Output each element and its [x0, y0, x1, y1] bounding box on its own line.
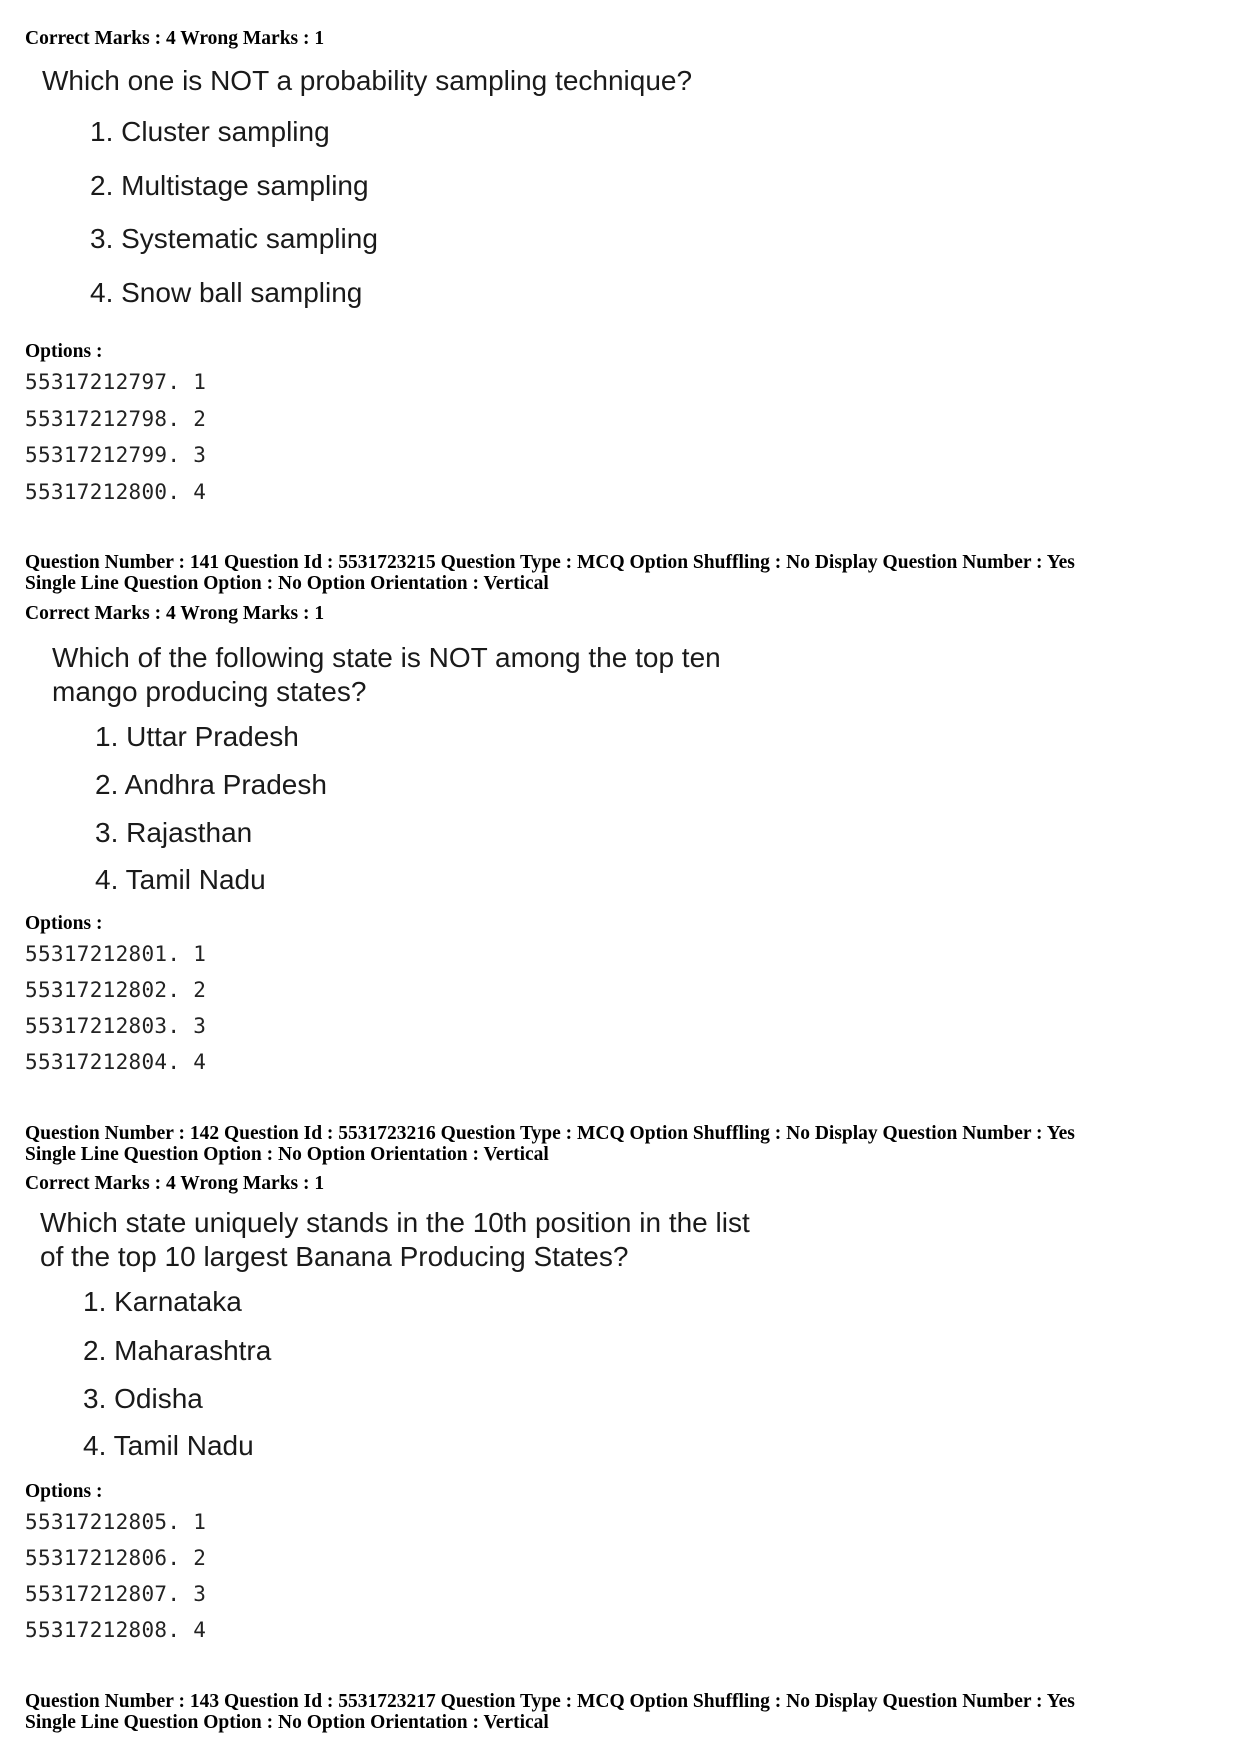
- marks-line: Correct Marks : 4 Wrong Marks : 1: [25, 1173, 325, 1194]
- options-label: Options :: [25, 341, 103, 362]
- option-id: 55317212800. 4: [25, 480, 207, 504]
- options-label: Options :: [25, 913, 103, 934]
- option-id: 55317212799. 3: [25, 443, 207, 467]
- option-id: 55317212798. 2: [25, 407, 207, 431]
- question-stem-line2: of the top 10 largest Banana Producing States?: [40, 1241, 629, 1272]
- choice-item: 3. Odisha: [83, 1383, 203, 1414]
- question-header-line2: Single Line Question Option : No Option Orientation : Vertical: [25, 1144, 549, 1165]
- question-stem: Which state uniquely stands in the 10th position in the list: [40, 1207, 750, 1238]
- option-id: 55317212807. 3: [25, 1582, 207, 1606]
- choice-item: 3. Rajasthan: [95, 817, 253, 848]
- option-id: 55317212806. 2: [25, 1546, 207, 1570]
- choice-item: 4. Tamil Nadu: [83, 1430, 254, 1461]
- question-stem-line2: mango producing states?: [52, 676, 367, 707]
- options-label: Options :: [25, 1481, 103, 1502]
- choice-item: 1. Cluster sampling: [90, 116, 330, 147]
- option-id: 55317212804. 4: [25, 1050, 207, 1074]
- option-id: 55317212805. 1: [25, 1510, 207, 1534]
- choice-item: 3. Systematic sampling: [90, 223, 378, 254]
- question-header: Question Number : 143 Question Id : 5531723217 Question Type : MCQ Option Shuffling : No Display Question Number : Yes: [25, 1691, 1075, 1712]
- marks-line: Correct Marks : 4 Wrong Marks : 1: [25, 28, 325, 49]
- choice-item: 2. Andhra Pradesh: [95, 769, 327, 800]
- question-header-line2: Single Line Question Option : No Option Orientation : Vertical: [25, 573, 549, 594]
- choice-item: 1. Karnataka: [83, 1286, 242, 1317]
- choice-item: 1. Uttar Pradesh: [95, 721, 299, 752]
- option-id: 55317212801. 1: [25, 942, 207, 966]
- question-header: Question Number : 141 Question Id : 5531723215 Question Type : MCQ Option Shuffling : No Display Question Number : Yes: [25, 552, 1075, 573]
- question-header: Question Number : 142 Question Id : 5531723216 Question Type : MCQ Option Shuffling : No Display Question Number : Yes: [25, 1123, 1075, 1144]
- choice-item: 4. Tamil Nadu: [95, 864, 266, 895]
- option-id: 55317212802. 2: [25, 978, 207, 1002]
- option-id: 55317212797. 1: [25, 370, 207, 394]
- choice-item: 2. Multistage sampling: [90, 170, 369, 201]
- question-stem: Which of the following state is NOT among the top ten: [52, 642, 721, 673]
- option-id: 55317212808. 4: [25, 1618, 207, 1642]
- question-header-line2: Single Line Question Option : No Option Orientation : Vertical: [25, 1712, 549, 1733]
- choice-item: 2. Maharashtra: [83, 1335, 272, 1366]
- choice-item: 4. Snow ball sampling: [90, 277, 363, 308]
- marks-line: Correct Marks : 4 Wrong Marks : 1: [25, 603, 325, 624]
- option-id: 55317212803. 3: [25, 1014, 207, 1038]
- question-stem: Which one is NOT a probability sampling technique?: [42, 65, 693, 96]
